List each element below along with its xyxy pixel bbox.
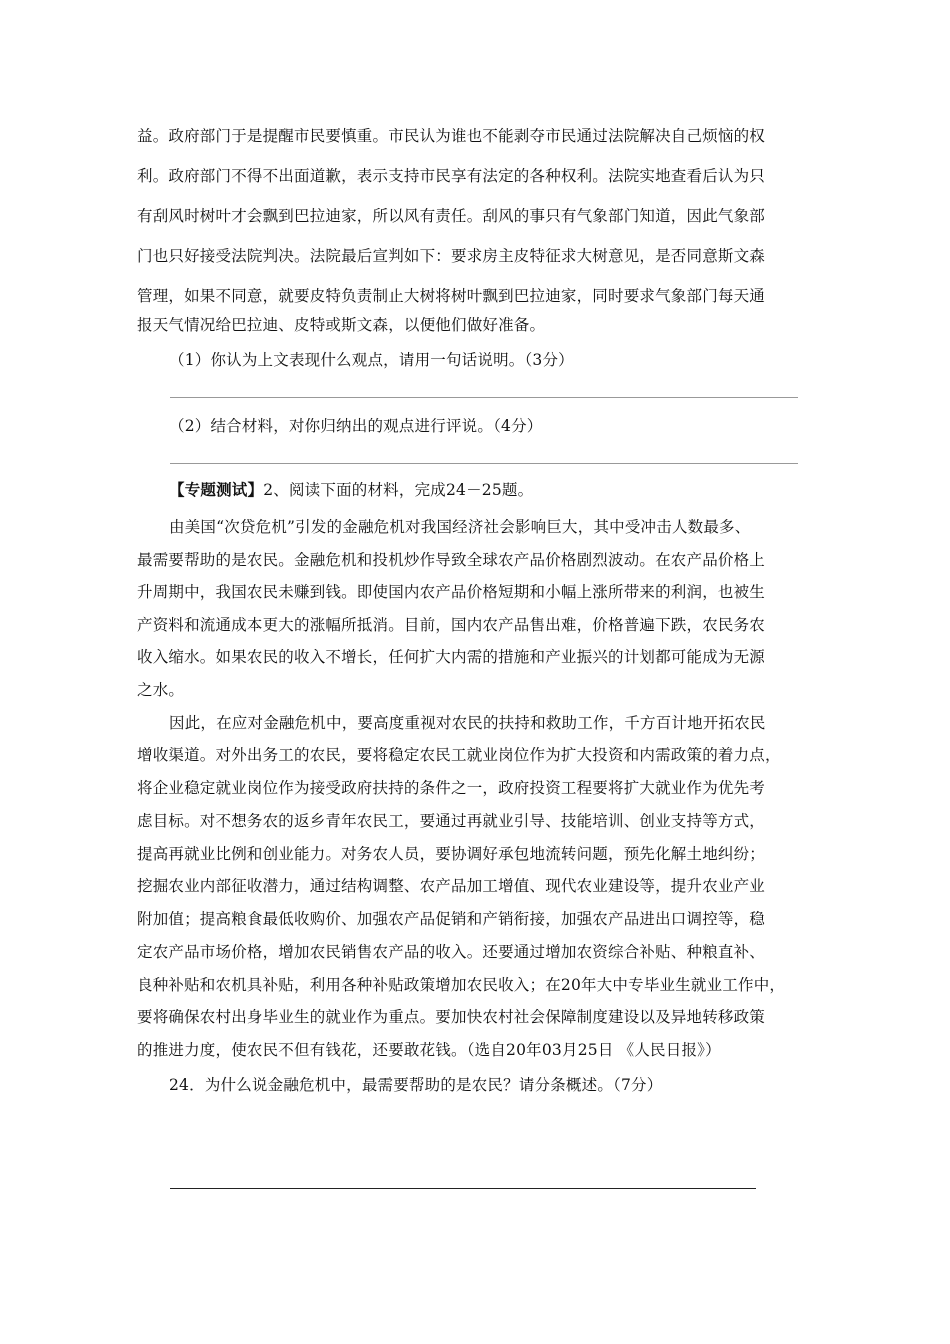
paragraph-line: 将企业稳定就业岗位作为接受政府扶持的条件之一，政府投资工程要将扩大就业作为优先考 [137, 779, 766, 797]
paragraph-line: 因此，在应对金融危机中，要高度重视对农民的扶持和救助工作，千方百计地开拓农民 [169, 714, 766, 732]
paragraph-line: 定农产品市场价格，增加农民销售农产品的收入。还要通过增加农资综合补贴、种粮直补、 [137, 943, 766, 961]
question-24: 24．为什么说金融危机中，最需要帮助的是农民？请分条概述。（7分） [169, 1076, 663, 1094]
paragraph-line: 最需要帮助的是农民。金融危机和投机炒作导致全球农产品价格剧烈波动。在农产品价格上 [137, 551, 766, 569]
paragraph-line: 报天气情况给巴拉迪、皮特或斯文森，以便他们做好准备。 [137, 316, 546, 334]
paragraph-line: 挖掘农业内部征收潜力，通过结构调整、农产品加工增值、现代农业建设等，提升农业产业 [137, 877, 766, 895]
paragraph-line: 之水。 [137, 681, 185, 699]
section-heading-text: 2、阅读下面的材料，完成24－25题。 [263, 481, 534, 499]
answer-line-24[interactable] [170, 1188, 756, 1189]
paragraph-line: 利。政府部门不得不出面道歉，表示支持市民享有法定的各种权利。法院实地查看后认为只 [137, 167, 766, 185]
paragraph-line: 管理，如果不同意，就要皮特负责制止大树将树叶飘到巴拉迪家，同时要求气象部门每天通 [137, 287, 766, 305]
paragraph-line: 由美国“次贷危机”引发的金融危机对我国经济社会影响巨大，其中受冲击人数最多、 [169, 518, 751, 536]
answer-line-1[interactable] [170, 397, 798, 398]
paragraph-line: 益。政府部门于是提醒市民要慎重。市民认为谁也不能剥夺市民通过法院解决自己烦恼的权 [137, 127, 766, 145]
paragraph-line: 的推进力度，使农民不但有钱花，还要敢花钱。（选自20年03月25日 《人民日报》） [137, 1041, 721, 1059]
section-heading-label: 【专题测试】 [169, 480, 264, 499]
paragraph-line: 门也只好接受法院判决。法院最后宣判如下：要求房主皮特征求大树意见，是否同意斯文森 [137, 247, 766, 265]
paragraph-line: 增收渠道。对外出务工的农民，要将稳定农民工就业岗位作为扩大投资和内需政策的着力点， [137, 746, 781, 764]
paragraph-line: 产资料和流通成本更大的涨幅所抵消。目前，国内农产品售出难，价格普遍下跌，农民务农 [137, 616, 766, 634]
paragraph-line: 良种补贴和农机具补贴，利用各种补贴政策增加农民收入；在20年大中专毕业生就业工作中， [137, 976, 786, 994]
answer-line-2[interactable] [170, 463, 798, 464]
paragraph-line: 提高再就业比例和创业能力。对务农人员，要协调好承包地流转问题，预先化解土地纠纷； [137, 845, 766, 863]
question-1: （1）你认为上文表现什么观点，请用一句话说明。（3分） [169, 351, 574, 369]
paragraph-line: 收入缩水。如果农民的收入不增长，任何扩大内需的措施和产业振兴的计划都可能成为无源 [137, 648, 766, 666]
paragraph-line: 有刮风时树叶才会飘到巴拉迪家，所以风有责任。刮风的事只有气象部门知道，因此气象部 [137, 207, 766, 225]
paragraph-line: 虑目标。对不想务农的返乡青年农民工，要通过再就业引导、技能培训、创业支持等方式， [137, 812, 766, 830]
paragraph-line: 附加值；提高粮食最低收购价、加强农产品促销和产销衔接，加强农产品进出口调控等，稳 [137, 910, 766, 928]
section-heading [169, 480, 533, 500]
paragraph-line: 要将确保农村出身毕业生的就业作为重点。要加快农村社会保障制度建设以及异地转移政策 [137, 1008, 766, 1026]
paragraph-line: 升周期中，我国农民未赚到钱。即使国内农产品价格短期和小幅上涨所带来的利润，也被生 [137, 583, 766, 601]
question-2: （2）结合材料，对你归纳出的观点进行评说。（4分） [169, 417, 543, 435]
